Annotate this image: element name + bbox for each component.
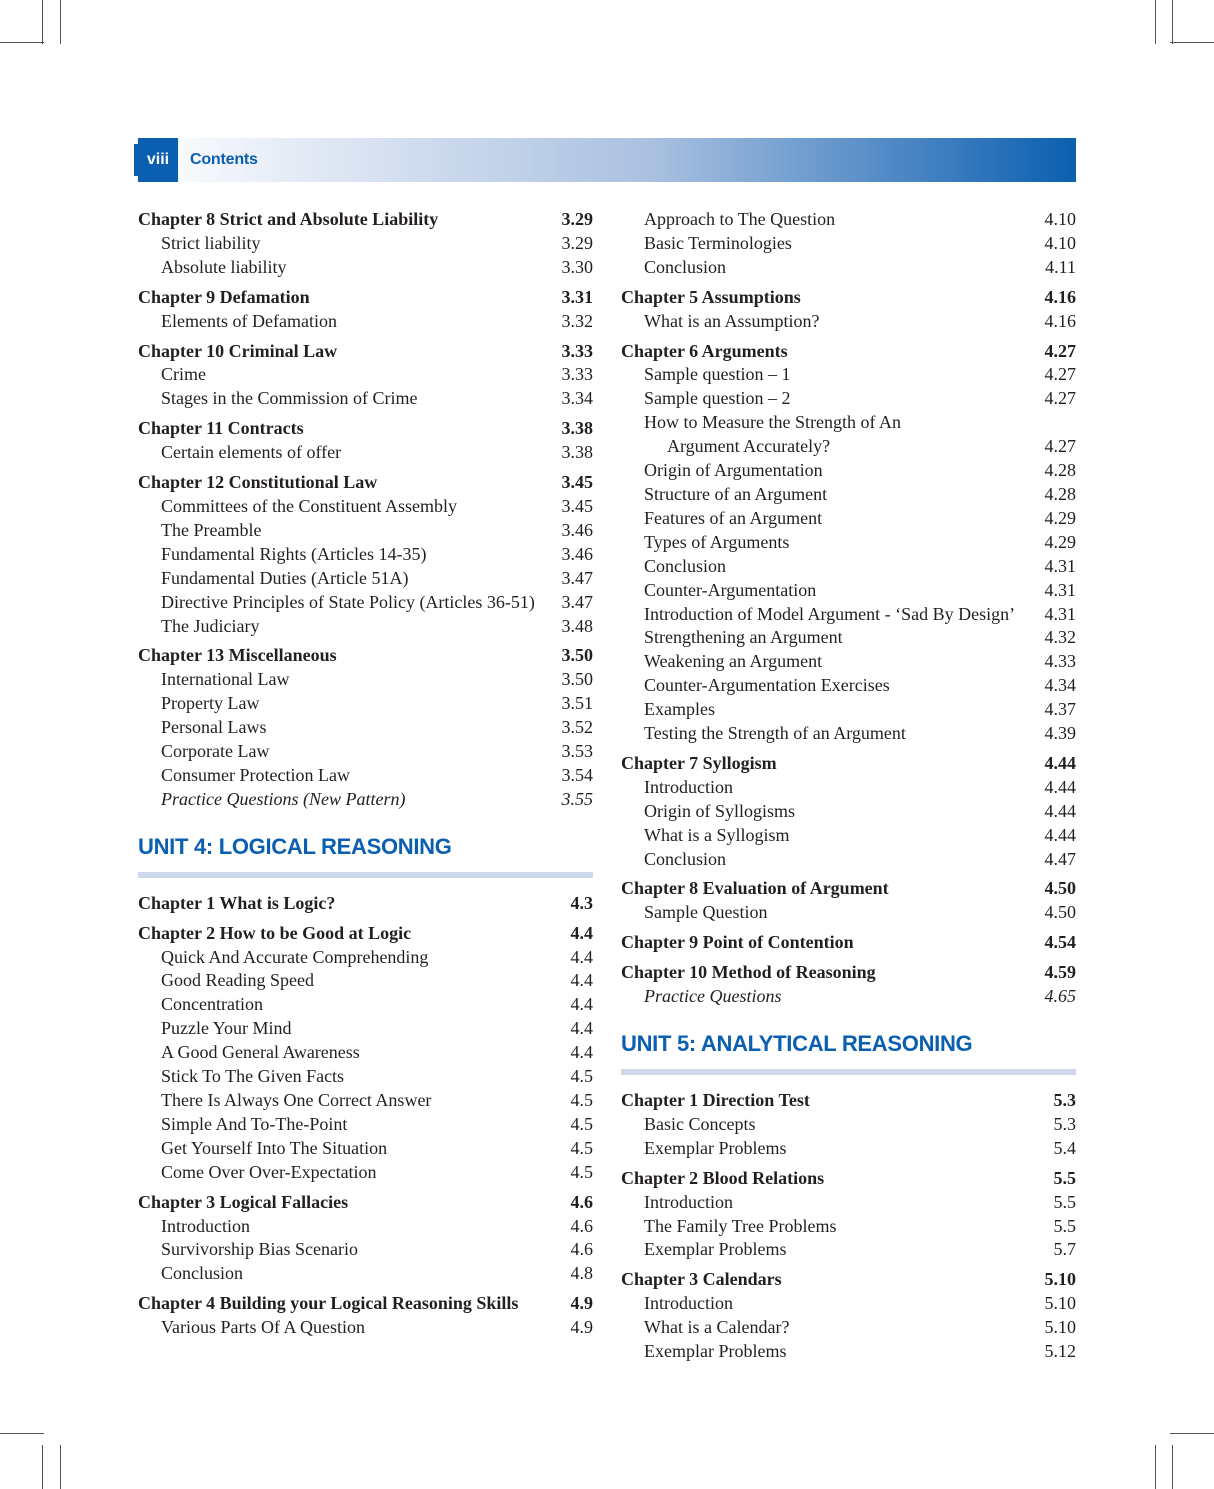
chapter-page: 3.33 [561, 340, 593, 361]
entry-page: 3.46 [561, 519, 593, 540]
header-title: Contents [190, 151, 258, 168]
entry-title: Corporate Law [161, 741, 270, 762]
toc-chapter-row [138, 1292, 593, 1316]
entry-title: Conclusion [644, 555, 727, 576]
toc-chapter-row [138, 417, 593, 441]
entry-page: 3.51 [561, 693, 593, 714]
entry-title: Puzzle Your Mind [161, 1018, 292, 1039]
entry-page: 3.47 [561, 567, 593, 588]
toc-entry [138, 1137, 593, 1161]
crop-mark [1170, 42, 1214, 43]
chapter-page: 4.44 [1044, 752, 1076, 773]
entry-title: Conclusion [161, 1263, 244, 1284]
entry-title: Consumer Protection Law [161, 764, 350, 785]
entry-page: 4.5 [570, 1137, 593, 1158]
toc-entry [621, 1113, 1076, 1137]
entry-title: Counter-Argumentation Exercises [644, 675, 890, 696]
entry-title: Sample Question [644, 902, 768, 923]
entry-title: Counter-Argumentation [644, 579, 817, 600]
entry-page: 4.5 [570, 1161, 593, 1182]
toc-entry [621, 848, 1076, 872]
entry-title: Concentration [161, 994, 263, 1015]
entry-title: Quick And Accurate Comprehending [161, 946, 429, 967]
entry-page: 3.47 [561, 591, 593, 612]
entry-page: 3.30 [561, 256, 593, 277]
contents-header [138, 138, 1076, 182]
toc-entry [138, 716, 593, 740]
toc-entry [621, 1316, 1076, 1340]
entry-page: 4.32 [1044, 627, 1076, 648]
entry-page: 3.55 [561, 788, 593, 809]
entry-page: 3.52 [561, 717, 593, 738]
entry-title: Basic Concepts [644, 1113, 756, 1134]
chapter-title: Chapter 3 Logical Fallacies [138, 1191, 349, 1212]
toc-entry [621, 483, 1076, 507]
entry-page: 4.31 [1044, 603, 1076, 624]
toc-entry [138, 591, 593, 615]
crop-mark [0, 42, 44, 43]
entry-title: Structure of an Argument [644, 483, 828, 504]
toc-entry [138, 692, 593, 716]
entry-title: The Preamble [161, 519, 262, 540]
entry-page: 5.7 [1053, 1239, 1076, 1260]
crop-mark [0, 1433, 44, 1434]
entry-page: 4.37 [1044, 699, 1076, 720]
toc-entry [138, 495, 593, 519]
chapter-page: 3.38 [561, 418, 593, 439]
toc-chapter [138, 1292, 593, 1340]
toc-chapter [621, 286, 1076, 334]
toc-entry [138, 441, 593, 465]
entry-page: 5.10 [1044, 1293, 1076, 1314]
entry-page: 4.4 [570, 1018, 593, 1039]
crop-mark [1172, 0, 1173, 44]
entry-page: 4.10 [1044, 232, 1076, 253]
unit-section [138, 832, 593, 878]
toc-entry [621, 208, 1076, 232]
toc-entry [621, 800, 1076, 824]
toc-entry [138, 615, 593, 639]
entry-page: 4.27 [1044, 364, 1076, 385]
toc-entry [621, 435, 1076, 459]
chapter-page: 5.10 [1044, 1269, 1076, 1290]
crop-mark [42, 1445, 43, 1489]
entry-page: 4.44 [1044, 800, 1076, 821]
chapter-title: Chapter 5 Assumptions [621, 286, 801, 307]
entry-page: 4.4 [570, 1042, 593, 1063]
unit-title: UNIT 4: LOGICAL REASONING [138, 833, 452, 859]
toc-entry [621, 901, 1076, 925]
entry-title: Features of an Argument [644, 507, 823, 528]
entry-title: Fundamental Duties (Article 51A) [161, 567, 409, 588]
unit-title: UNIT 5: ANALYTICAL REASONING [621, 1031, 973, 1056]
entry-title: Sample question – 1 [644, 364, 791, 385]
toc-chapter-row [138, 286, 593, 310]
toc-chapter-row [621, 340, 1076, 364]
entry-page: 5.4 [1053, 1137, 1076, 1158]
toc-entry [138, 387, 593, 411]
chapter-title: Chapter 10 Criminal Law [138, 340, 338, 361]
entry-title: Introduction [644, 1191, 733, 1212]
entry-page: 3.29 [561, 232, 593, 253]
entry-title: The Judiciary [161, 615, 260, 636]
entry-page: 4.28 [1044, 483, 1076, 504]
entry-title: Exemplar Problems [644, 1341, 787, 1362]
crop-mark [1170, 1433, 1214, 1434]
chapter-page: 4.4 [570, 922, 593, 943]
entry-title: Introduction [644, 776, 733, 797]
toc-entry [138, 764, 593, 788]
entry-page: 5.5 [1053, 1215, 1076, 1236]
toc-chapter [138, 286, 593, 334]
toc-entry [138, 256, 593, 280]
entry-title: Origin of Syllogisms [644, 800, 796, 821]
toc-chapter [138, 1191, 593, 1287]
entry-title: Strengthening an Argument [644, 627, 843, 648]
chapter-page: 4.27 [1044, 340, 1076, 361]
entry-title: International Law [161, 669, 290, 690]
unit-section [621, 1029, 1076, 1075]
crop-mark [1172, 1445, 1173, 1489]
chapter-title: Chapter 11 Contracts [138, 418, 304, 439]
toc-entry [621, 674, 1076, 698]
toc-entry [138, 1065, 593, 1089]
crop-mark [60, 0, 61, 44]
toc-chapter [138, 892, 593, 916]
entry-page: 3.53 [561, 741, 593, 762]
entry-page: 3.34 [561, 388, 593, 409]
chapter-title: Chapter 10 Method of Reasoning [621, 962, 876, 983]
entry-title: Origin of Argumentation [644, 460, 823, 481]
chapter-page: 3.29 [561, 209, 593, 229]
entry-title: Strict liability [161, 232, 261, 253]
entry-page: 3.45 [561, 495, 593, 516]
entry-title: Absolute liability [161, 256, 287, 277]
entry-page: 4.27 [1044, 436, 1076, 457]
entry-page: 4.29 [1044, 507, 1076, 528]
entry-page: 4.29 [1044, 531, 1076, 552]
entry-page: 4.27 [1044, 388, 1076, 409]
entry-page: 4.5 [570, 1066, 593, 1087]
entry-title: Types of Arguments [644, 531, 790, 552]
entry-page: 4.39 [1044, 723, 1076, 744]
entry-title: Examples [644, 699, 715, 720]
entry-title: Certain elements of offer [161, 442, 342, 463]
chapter-title: Chapter 4 Building your Logical Reasoning Skills [138, 1293, 519, 1314]
toc-entry [138, 363, 593, 387]
toc-entry [138, 946, 593, 970]
toc-entry [138, 969, 593, 993]
entry-page: 4.10 [1044, 209, 1076, 229]
toc-entry [138, 310, 593, 334]
toc-chapter [621, 877, 1076, 925]
toc-entry [621, 1238, 1076, 1262]
toc-chapter [621, 752, 1076, 872]
entry-page: 4.44 [1044, 824, 1076, 845]
toc-entry [138, 740, 593, 764]
entry-page: 5.3 [1053, 1113, 1076, 1134]
toc-chapter [138, 644, 593, 811]
toc-entry [138, 543, 593, 567]
toc-chapter-row [621, 877, 1076, 901]
chapter-page: 4.59 [1044, 962, 1076, 983]
crop-mark [1155, 1445, 1156, 1489]
entry-title: Come Over Over-Expectation [161, 1161, 377, 1182]
toc-entry [138, 519, 593, 543]
entry-title: Get Yourself Into The Situation [161, 1137, 388, 1158]
chapter-page: 4.16 [1044, 286, 1076, 307]
entry-page: 4.50 [1044, 902, 1076, 923]
chapter-title: Chapter 9 Defamation [138, 286, 310, 307]
toc-entry [621, 1191, 1076, 1215]
toc-entry [621, 363, 1076, 387]
entry-page: 4.33 [1044, 651, 1076, 672]
entry-page: 5.10 [1044, 1317, 1076, 1338]
entry-page: 3.46 [561, 543, 593, 564]
unit-divider [138, 872, 593, 878]
entry-title: How to Measure the Strength of An [644, 412, 901, 433]
entry-title: Fundamental Rights (Articles 14-35) [161, 543, 427, 564]
toc-right-column [621, 208, 1076, 1370]
toc-entry [621, 507, 1076, 531]
entry-title: Argument Accurately? [667, 436, 831, 457]
toc-chapter-row [621, 931, 1076, 955]
entry-title: Weakening an Argument [644, 651, 823, 672]
chapter-page: 3.50 [561, 645, 593, 666]
entry-page: 5.5 [1053, 1191, 1076, 1212]
toc-entry [138, 668, 593, 692]
toc-chapter [621, 931, 1076, 955]
chapter-title: Chapter 12 Constitutional Law [138, 472, 378, 493]
toc-entry [621, 626, 1076, 650]
entry-title: What is a Syllogism [644, 824, 790, 845]
chapter-page: 5.3 [1053, 1090, 1076, 1110]
chapter-page: 4.3 [570, 892, 593, 913]
toc-entry [621, 985, 1076, 1009]
chapter-title: Chapter 8 Evaluation of Argument [621, 878, 889, 899]
toc-chapter-row [138, 340, 593, 364]
toc-entry [621, 824, 1076, 848]
toc-entry [621, 1292, 1076, 1316]
entry-title: Personal Laws [161, 717, 267, 738]
toc-chapter [621, 961, 1076, 1009]
toc-chapter-row [138, 892, 593, 916]
toc-chapter-row [138, 1191, 593, 1215]
chapter-title: Chapter 1 What is Logic? [138, 892, 336, 913]
toc-chapter [138, 417, 593, 465]
toc-entry [621, 310, 1076, 334]
toc-chapter [621, 1089, 1076, 1161]
toc-chapter [621, 1268, 1076, 1364]
chapter-title: Chapter 7 Syllogism [621, 752, 777, 773]
entry-page: 4.6 [570, 1215, 593, 1236]
toc-chapter [621, 208, 1076, 280]
entry-title: Elements of Defamation [161, 310, 337, 331]
entry-title: What is a Calendar? [644, 1317, 790, 1338]
entry-page: 4.4 [570, 946, 593, 967]
entry-page: 4.31 [1044, 555, 1076, 576]
chapter-title: Chapter 2 How to be Good at Logic [138, 922, 412, 943]
entry-page: 4.47 [1044, 848, 1076, 869]
toc-entry [621, 256, 1076, 280]
chapter-page: 3.45 [561, 472, 593, 493]
entry-page: 3.50 [561, 669, 593, 690]
toc-entry [138, 1215, 593, 1239]
crop-mark [42, 0, 43, 44]
toc-entry [621, 411, 1076, 435]
entry-page: 4.28 [1044, 460, 1076, 481]
entry-title: Testing the Strength of an Argument [644, 723, 906, 744]
toc-chapter [138, 922, 593, 1185]
entry-title: Committees of the Constituent Assembly [161, 495, 457, 516]
toc-entry [621, 603, 1076, 627]
entry-page: 4.5 [570, 1113, 593, 1134]
chapter-title: Chapter 8 Strict and Absolute Liability [138, 209, 439, 229]
entry-page: 3.54 [561, 764, 593, 785]
crop-mark [1155, 0, 1156, 44]
toc-chapter-row [138, 644, 593, 668]
entry-title: Conclusion [644, 256, 727, 277]
chapter-title: Chapter 1 Direction Test [621, 1090, 810, 1110]
entry-page: 4.6 [570, 1239, 593, 1260]
chapter-page: 4.54 [1044, 932, 1076, 953]
toc-entry [138, 788, 593, 812]
toc-chapter [138, 471, 593, 638]
entry-title: Practice Questions [644, 986, 782, 1007]
entry-page: 3.32 [561, 310, 593, 331]
toc-chapter-row [621, 286, 1076, 310]
toc-entry [621, 1215, 1076, 1239]
toc-chapter-row [621, 1268, 1076, 1292]
toc-left-column [138, 208, 593, 1346]
toc-chapter-row [621, 1167, 1076, 1191]
chapter-title: Chapter 13 Miscellaneous [138, 645, 337, 666]
toc-chapter [621, 1167, 1076, 1263]
entry-page: 5.12 [1044, 1341, 1076, 1362]
toc-entry [138, 567, 593, 591]
entry-page: 4.4 [570, 970, 593, 991]
entry-page: 4.4 [570, 994, 593, 1015]
entry-page: 4.5 [570, 1090, 593, 1110]
entry-title: Property Law [161, 693, 260, 714]
entry-title: Practice Questions (New Pattern) [161, 788, 406, 809]
entry-title: The Family Tree Problems [644, 1215, 837, 1236]
toc-chapter-row [138, 471, 593, 495]
entry-title: Introduction [161, 1215, 250, 1236]
toc-entry [621, 776, 1076, 800]
entry-page: 4.11 [1045, 256, 1076, 277]
entry-page: 3.33 [561, 364, 593, 385]
entry-title: Basic Terminologies [644, 232, 792, 253]
toc-chapter [138, 340, 593, 412]
chapter-title: Chapter 6 Arguments [621, 340, 788, 361]
toc-chapter-row [621, 752, 1076, 776]
toc-entry [138, 1113, 593, 1137]
toc-entry [621, 387, 1076, 411]
entry-title: Various Parts Of A Question [161, 1317, 365, 1338]
toc-entry [621, 555, 1076, 579]
toc-entry [621, 722, 1076, 746]
entry-title: There Is Always One Correct Answer [161, 1090, 432, 1110]
toc-entry [138, 1262, 593, 1286]
toc-entry [621, 1137, 1076, 1161]
entry-page: 4.65 [1044, 986, 1076, 1007]
entry-title: Introduction [644, 1293, 733, 1314]
entry-page: 4.34 [1044, 675, 1076, 696]
entry-page: 3.48 [561, 615, 593, 636]
entry-title: A Good General Awareness [161, 1042, 360, 1063]
entry-page: 4.31 [1044, 579, 1076, 600]
entry-title: Simple And To-The-Point [161, 1113, 348, 1134]
entry-title: Crime [161, 364, 206, 385]
entry-title: What is an Assumption? [644, 310, 820, 331]
entry-title: Introduction of Model Argument - ‘Sad By Design’ [644, 603, 1016, 624]
entry-title: Directive Principles of State Policy (Articles 36-51) [161, 591, 535, 612]
toc-entry [621, 232, 1076, 256]
entry-title: Conclusion [644, 848, 727, 869]
chapter-page: 5.5 [1053, 1167, 1076, 1188]
toc-entry [138, 1161, 593, 1185]
entry-title: Sample question – 2 [644, 388, 791, 409]
entry-page: 4.9 [570, 1317, 593, 1338]
entry-page: 4.44 [1044, 776, 1076, 797]
toc-entry [138, 1041, 593, 1065]
toc-chapter-row [138, 208, 593, 232]
entry-page: 3.38 [561, 442, 593, 463]
chapter-page: 4.50 [1044, 878, 1076, 899]
entry-title: Exemplar Problems [644, 1239, 787, 1260]
entry-title: Exemplar Problems [644, 1137, 787, 1158]
unit-divider [621, 1069, 1076, 1075]
entry-title: Survivorship Bias Scenario [161, 1239, 358, 1260]
toc-entry [138, 1089, 593, 1113]
toc-entry [621, 650, 1076, 674]
entry-page: 4.8 [570, 1263, 593, 1284]
toc-entry [621, 531, 1076, 555]
entry-page: 4.16 [1044, 310, 1076, 331]
chapter-page: 4.9 [570, 1293, 593, 1314]
toc-entry [138, 1316, 593, 1340]
crop-mark [60, 1445, 61, 1489]
chapter-title: Chapter 3 Calendars [621, 1269, 782, 1290]
entry-title: Good Reading Speed [161, 970, 314, 991]
toc-entry [621, 459, 1076, 483]
chapter-page: 4.6 [570, 1191, 593, 1212]
chapter-title: Chapter 9 Point of Contention [621, 932, 854, 953]
toc-entry [138, 1017, 593, 1041]
entry-title: Stages in the Commission of Crime [161, 388, 418, 409]
toc-entry [621, 698, 1076, 722]
entry-title: Stick To The Given Facts [161, 1066, 345, 1087]
chapter-title: Chapter 2 Blood Relations [621, 1167, 825, 1188]
toc-entry [138, 232, 593, 256]
toc-entry [138, 1238, 593, 1262]
toc-chapter-row [138, 922, 593, 946]
toc-chapter [621, 340, 1076, 746]
toc-entry [621, 1340, 1076, 1364]
toc-chapter [138, 208, 593, 280]
toc-entry [621, 579, 1076, 603]
toc-chapter-row [621, 961, 1076, 985]
toc-chapter-row [621, 1089, 1076, 1113]
toc-entry [138, 993, 593, 1017]
chapter-page: 3.31 [561, 286, 593, 307]
page-number: viii [138, 138, 178, 182]
entry-title: Approach to The Question [644, 209, 836, 229]
